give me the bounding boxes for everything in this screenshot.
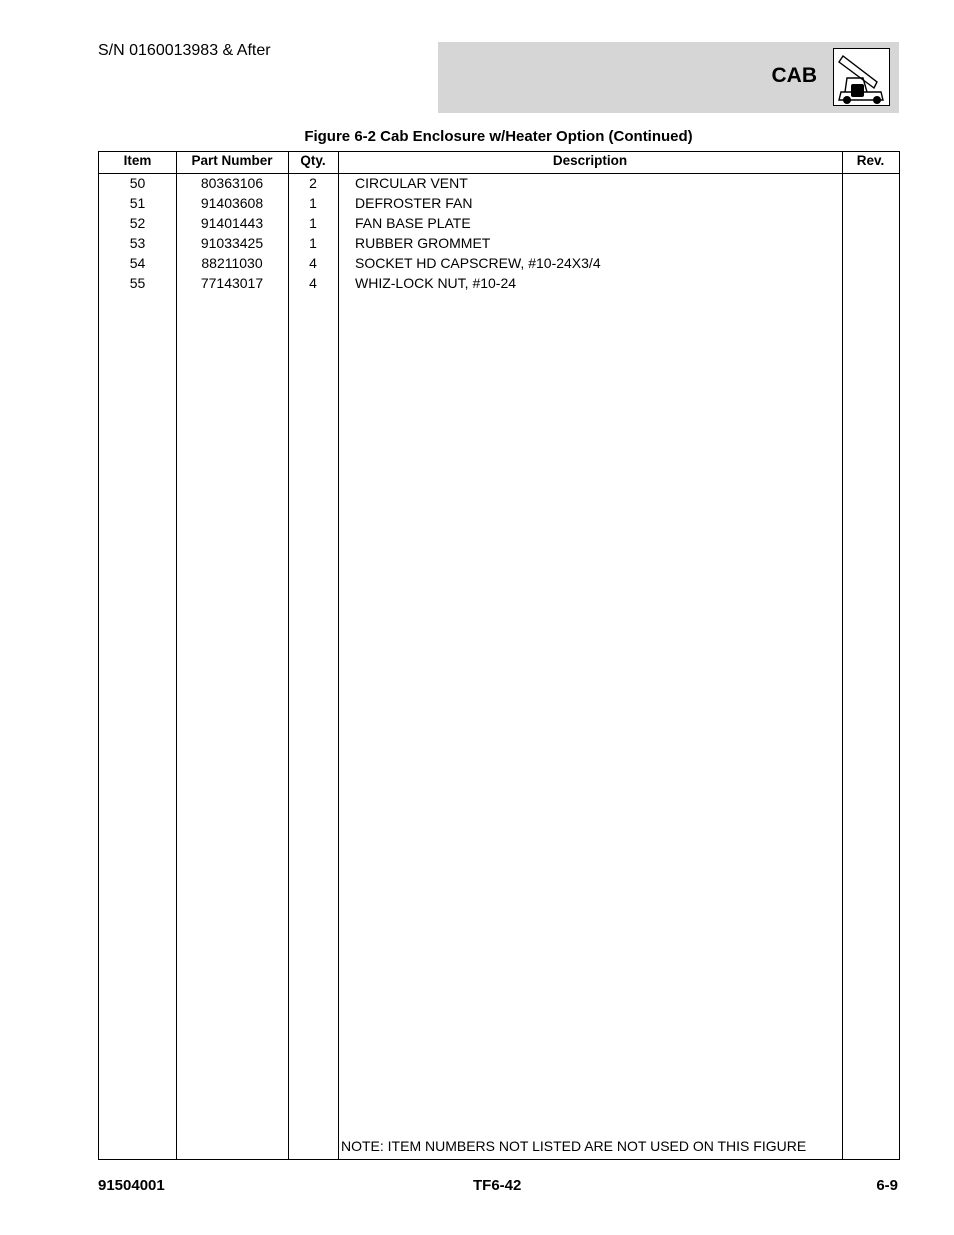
cell-item: 53 xyxy=(129,235,146,251)
column-divider xyxy=(338,152,339,1159)
cell-description: DEFROSTER FAN xyxy=(355,195,473,211)
cell-item: 50 xyxy=(129,175,146,191)
table-row xyxy=(99,193,899,213)
column-divider xyxy=(288,152,289,1159)
cell-qty: 1 xyxy=(309,195,317,211)
table-note: NOTE: ITEM NUMBERS NOT LISTED ARE NOT USED ON THIS FIGURE xyxy=(341,1138,807,1154)
cell-item: 51 xyxy=(129,195,146,211)
cell-part-number: 77143017 xyxy=(200,275,264,291)
table-row xyxy=(99,273,899,293)
cell-item: 52 xyxy=(129,215,146,231)
cell-description: SOCKET HD CAPSCREW, #10-24X3/4 xyxy=(355,255,601,271)
parts-table xyxy=(98,151,900,1160)
cell-qty: 4 xyxy=(309,255,317,271)
table-row xyxy=(99,233,899,253)
column-header-item: Item xyxy=(123,153,152,168)
column-divider xyxy=(842,152,843,1159)
cell-description: CIRCULAR VENT xyxy=(355,175,468,191)
footer-page-number: 6-9 xyxy=(876,1177,898,1194)
footer-doc-number: 91504001 xyxy=(98,1177,165,1194)
table-row xyxy=(99,173,899,193)
cell-part-number: 91033425 xyxy=(200,235,264,251)
column-divider xyxy=(176,152,177,1159)
telehandler-cab-icon xyxy=(833,48,890,106)
figure-title: Figure 6-2 Cab Enclosure w/Heater Option (Continued) xyxy=(304,128,693,145)
column-header-description: Description xyxy=(552,153,628,168)
cell-part-number: 91403608 xyxy=(200,195,264,211)
serial-number-range: S/N 0160013983 & After xyxy=(98,42,271,59)
cell-item: 55 xyxy=(129,275,146,291)
cell-description: RUBBER GROMMET xyxy=(355,235,491,251)
cell-qty: 4 xyxy=(309,275,317,291)
cell-part-number: 80363106 xyxy=(200,175,264,191)
column-header-part-number: Part Number xyxy=(191,153,273,168)
cell-description: FAN BASE PLATE xyxy=(355,215,471,231)
section-tab xyxy=(438,42,899,113)
cell-qty: 2 xyxy=(309,175,317,191)
cell-part-number: 88211030 xyxy=(201,255,263,271)
column-header-rev: Rev. xyxy=(856,153,885,168)
table-row xyxy=(99,213,899,233)
table-row xyxy=(99,253,899,273)
cell-item: 54 xyxy=(129,255,146,271)
cell-qty: 1 xyxy=(309,215,317,231)
cell-qty: 1 xyxy=(309,235,317,251)
cell-part-number: 91401443 xyxy=(200,215,264,231)
footer-model: TF6-42 xyxy=(473,1177,522,1194)
column-header-qty: Qty. xyxy=(300,153,326,168)
section-title: CAB xyxy=(771,64,817,87)
cell-description: WHIZ-LOCK NUT, #10-24 xyxy=(355,275,517,291)
